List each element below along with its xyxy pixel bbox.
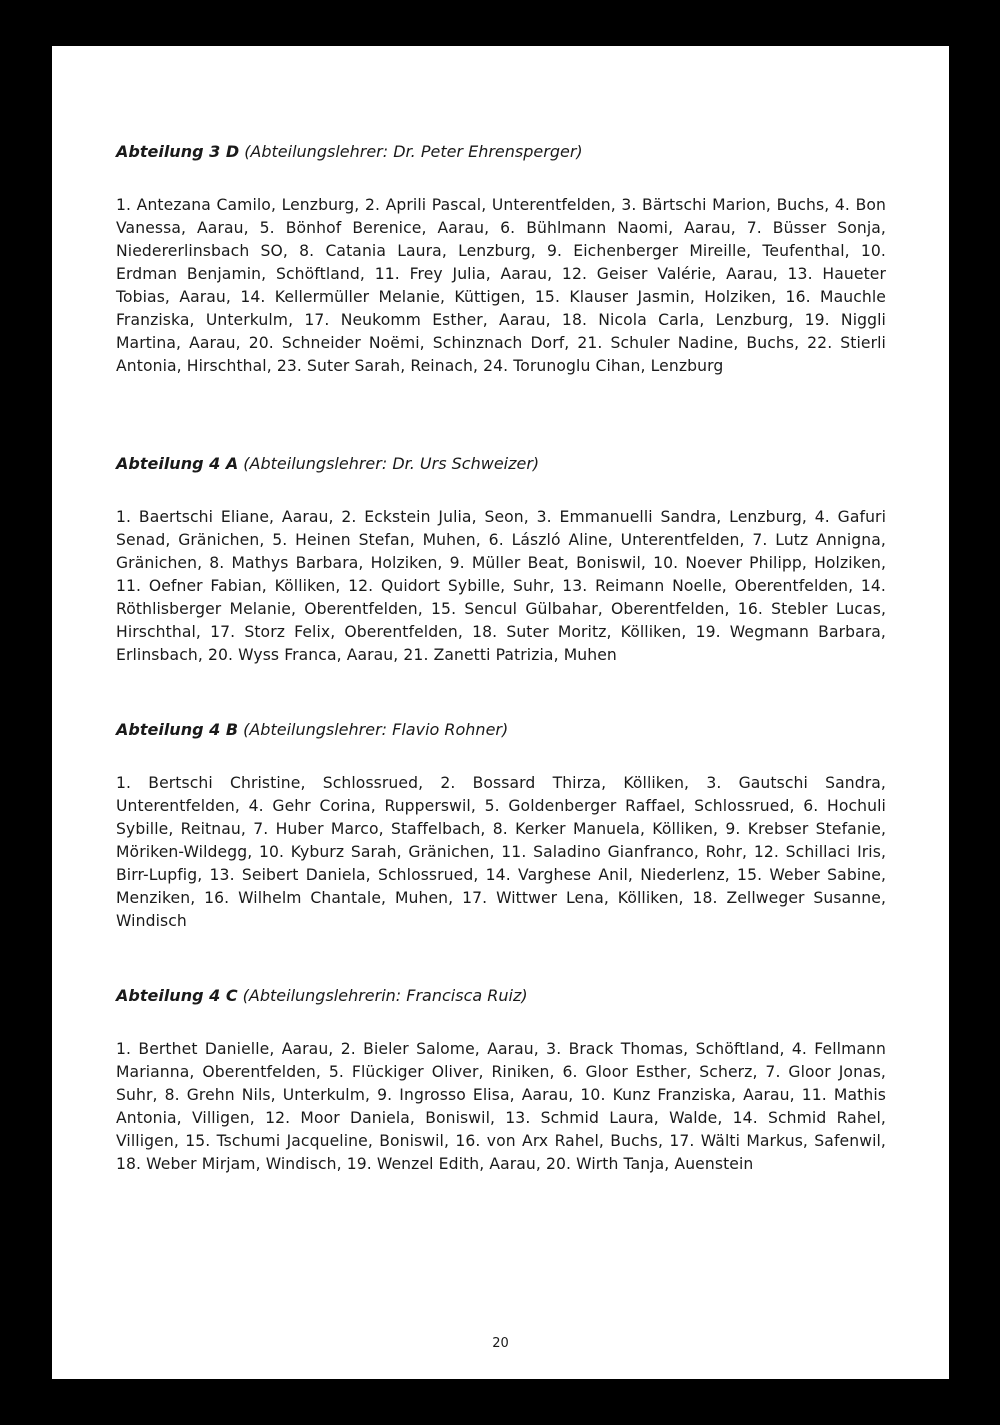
section-abteilung-4a xyxy=(116,454,886,667)
section-teacher: (Abteilungslehrerin: Francisca Ruiz) xyxy=(242,986,528,1005)
page-number: 20 xyxy=(492,1336,509,1351)
section-label: Abteilung 4 C xyxy=(116,986,238,1005)
section-label: Abteilung 3 D xyxy=(116,142,240,161)
section-abteilung-4c xyxy=(116,986,886,1176)
section-teacher: (Abteilungslehrer: Dr. Urs Schweizer) xyxy=(243,454,540,473)
section-teacher: (Abteilungslehrer: Flavio Rohner) xyxy=(243,720,509,739)
section-label: Abteilung 4 A xyxy=(116,454,239,473)
section-label: Abteilung 4 B xyxy=(116,720,239,739)
student-list: 1. Antezana Camilo, Lenzburg, 2. Aprili Pascal, Unterentfelden, 3. Bärtschi Marion, Buchs, 4. Bon Vanessa, Aarau, 5. Bönhof Berenice, Aarau, 6. Bühlmann Naomi, Aarau, 7. Büsser Sonja, Niedererlinsbach SO, 8. Catania Laura, Lenzburg, 9. Eichenberger Mireille, Teufenthal, 10. Erdman Benjamin, Schöftland, 11. Frey Julia, Aarau, 12. Geiser Valérie, Aarau, 13. Haueter Tobias, Aarau, 14. Kellermüller Melanie, Küttigen, 15. Klauser Jasmin, Holziken, 16. Mauchle Franziska, Unterkulm, 17. Neukomm Esther, Aarau, 18. Nicola Carla, Lenzburg, 19. Niggli Martina, Aarau, 20. Schneider Noëmi, Schinznach Dorf, 21. Schuler Nadine, Buchs, 22. Stierli Antonia, Hirschthal, 23. Suter Sarah, Reinach, 24. Torunoglu Cihan, Lenzburg xyxy=(116,196,886,375)
section-abteilung-3d xyxy=(116,142,886,378)
section-heading xyxy=(116,142,886,162)
student-list: 1. Berthet Danielle, Aarau, 2. Bieler Salome, Aarau, 3. Brack Thomas, Schöftland, 4. Fellmann Marianna, Oberentfelden, 5. Flückiger Oliver, Riniken, 6. Gloor Esther, Scherz, 7. Gloor Jonas, Suhr, 8. Grehn Nils, Unterkulm, 9. Ingrosso Elisa, Aarau, 10. Kunz Franziska, Aarau, 11. Mathis Antonia, Villigen, 12. Moor Daniela, Boniswil, 13. Schmid Laura, Walde, 14. Schmid Rahel, Villigen, 15. Tschumi Jacqueline, Boniswil, 16. von Arx Rahel, Buchs, 17. Wälti Markus, Safenwil, 18. Weber Mirjam, Windisch, 19. Wenzel Edith, Aarau, 20. Wirth Tanja, Auenstein xyxy=(116,1040,886,1173)
section-teacher: (Abteilungslehrer: Dr. Peter Ehrensperger) xyxy=(244,142,583,161)
section-heading xyxy=(116,454,886,474)
student-list: 1. Baertschi Eliane, Aarau, 2. Eckstein Julia, Seon, 3. Emmanuelli Sandra, Lenzburg, 4. Gafuri Senad, Gränichen, 5. Heinen Stefan, Muhen, 6. László Aline, Unterentfelden, 7. Lutz Annigna, Gränichen, 8. Mathys Barbara, Holziken, 9. Müller Beat, Boniswil, 10. Noever Philipp, Holziken, 11. Oefner Fabian, Kölliken, 12. Quidort Sybille, Suhr, 13. Reimann Noelle, Oberentfelden, 14. Röthlisberger Melanie, Oberentfelden, 15. Sencul Gülbahar, Oberentfelden, 16. Stebler Lucas, Hirschthal, 17. Storz Felix, Oberentfelden, 18. Suter Moritz, Kölliken, 19. Wegmann Barbara, Erlinsbach, 20. Wyss Franca, Aarau, 21. Zanetti Patrizia, Muhen xyxy=(116,508,886,664)
section-abteilung-4b xyxy=(116,720,886,933)
section-heading xyxy=(116,720,886,740)
document-page xyxy=(52,46,949,1379)
section-heading xyxy=(116,986,886,1006)
student-list: 1. Bertschi Christine, Schlossrued, 2. Bossard Thirza, Kölliken, 3. Gautschi Sandra, Unterentfelden, 4. Gehr Corina, Rupperswil, 5. Goldenberger Raffael, Schlossrued, 6. Hochuli Sybille, Reitnau, 7. Huber Marco, Staffelbach, 8. Kerker Manuela, Kölliken, 9. Krebser Stefanie, Möriken-Wildegg, 10. Kyburz Sarah, Gränichen, 11. Saladino Gianfranco, Rohr, 12. Schillaci Iris, Birr-Lupfig, 13. Seibert Daniela, Schlossrued, 14. Varghese Anil, Niederlenz, 15. Weber Sabine, Menziken, 16. Wilhelm Chantale, Muhen, 17. Wittwer Lena, Kölliken, 18. Zellweger Susanne, Windisch xyxy=(116,774,886,930)
